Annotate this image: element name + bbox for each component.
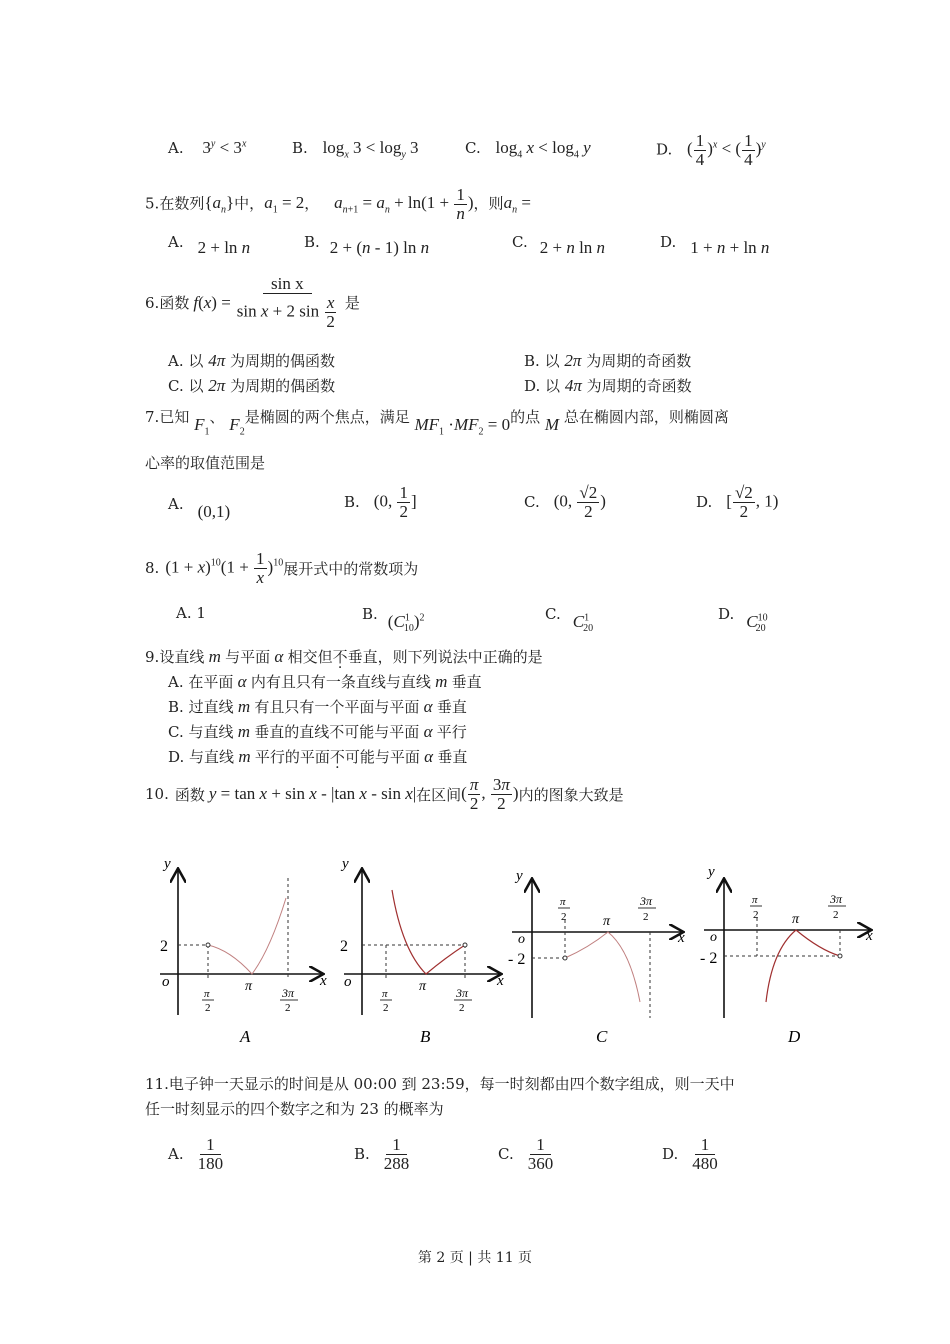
q11-option-b: B. $\frac{1}{288}$ xyxy=(354,1135,410,1173)
q11-option-c: C. $\frac{1}{360}$ xyxy=(498,1135,554,1173)
q5-option-a: A. 2 + ln n xyxy=(168,233,251,257)
graph-b-tick-pi: π xyxy=(419,979,427,994)
q9-option-b: B. 过直线 m 有且只有一个平面与平面 α 垂直 xyxy=(168,697,467,716)
q8-option-a: A. 1 xyxy=(176,604,206,622)
q8-option-b: B. $(C^1_{10})^2$ xyxy=(362,605,425,635)
q10-graphs xyxy=(140,850,900,1050)
graph-d-tick-den2: 2 xyxy=(833,909,839,921)
graph-d-val-neg2: - 2 xyxy=(700,950,718,967)
q7-option-d: D. [ $\frac{√2}{2}$ , 1) xyxy=(696,483,779,521)
q5-stem: 5.在数列$\{a_n\}$中，$a_1 = 2$， $a_{n+1} = a_n + \ln(1$ + $\frac{1}{n}$ )，则$a_n$ = xyxy=(145,185,531,223)
graph-a-tick-three-pi: 3π xyxy=(282,986,295,1000)
q6-option-c: C. 以 2π 为周期的偶函数 xyxy=(168,376,336,395)
graph-a-tick-den2: 2 xyxy=(285,1002,291,1014)
graph-b-tick-den2: 2 xyxy=(459,1002,465,1014)
graph-a-label: A xyxy=(240,1027,251,1046)
q6-option-d: D. 以 4π 为周期的奇函数 xyxy=(524,376,692,395)
graph-d-tick-pi: π xyxy=(792,912,800,927)
graph-d-x-label: x xyxy=(866,928,873,944)
graph-c-val-neg2: - 2 xyxy=(508,951,526,968)
graph-a-tick-pi: π xyxy=(245,979,253,994)
graph-c-y-label: y xyxy=(516,868,523,884)
q4-option-a: A. $3^y < 3^x$ xyxy=(168,138,247,157)
graph-b xyxy=(340,856,504,1046)
graph-c-tick-pi: π xyxy=(603,914,611,929)
graph-c-tick-half-pi: π xyxy=(560,896,566,908)
graph-b-val-2: 2 xyxy=(340,938,348,955)
q7-option-a: A. (0,1) xyxy=(168,495,231,521)
graph-b-tick-half-pi: π xyxy=(382,988,388,1000)
graph-d-origin: o xyxy=(710,930,717,945)
q8-stem: 8. $(1 + x)^{10}(1$ + $\frac{1}{x}$ )$^{10}$ 展开式中的常数项为 xyxy=(145,549,419,587)
graph-c-tick-three-pi: 3π xyxy=(640,894,653,908)
q7-option-c: C. (0, $\frac{√2}{2}$ ) xyxy=(524,483,606,521)
graph-a-origin: o xyxy=(162,974,170,990)
q5-option-d: D. 1 + n + ln n xyxy=(660,233,770,257)
q8-option-d: D. $C^{10}_{20}$ xyxy=(718,605,768,635)
q11-option-d: D. $\frac{1}{480}$ xyxy=(662,1135,718,1173)
q6-option-b: B. 以 2π 为周期的奇函数 xyxy=(524,351,692,370)
q8-option-c: C. $C^1_{20}$ xyxy=(545,605,594,635)
q7-stem: 7.已知 $F_1$、 $F_2$是椭圆的两个焦点，满足 $MF_1 \cdot MF_2 = 0$的点 M 总在椭圆内部，则椭圆离 xyxy=(145,408,729,438)
graph-b-label: B xyxy=(420,1027,431,1046)
q9-option-a: A. 在平面 α 内有且只有一条直线与直线 m 垂直 xyxy=(168,672,482,691)
q6-stem: 6. 函数 f(x) = sin x sin x + 2 sin $\frac{x}{2}$ 是 xyxy=(145,274,360,331)
graph-a-tick-half-pi: π xyxy=(204,988,210,1000)
graph-a-y-label: y xyxy=(164,856,171,872)
graph-c-label: C xyxy=(596,1027,608,1046)
graph-c-tick-den2: 2 xyxy=(643,911,649,923)
graph-c-x-label: x xyxy=(678,930,685,946)
q9-option-c: C. 与直线 m 垂直的直线不可能与平面 α 平行 xyxy=(168,722,467,741)
page-footer: 第 2 页 | 共 11 页 xyxy=(417,1250,533,1266)
graph-a-tick-den: 2 xyxy=(205,1002,211,1014)
graph-b-tick-three-pi: 3π xyxy=(456,986,469,1000)
graph-d-y-label: y xyxy=(708,864,715,880)
q5-option-c: C. 2 + n ln n xyxy=(512,233,606,257)
graph-a-x-label: x xyxy=(320,973,327,989)
q9-option-d: D. 与直线 m 平行的平面不可能与平面 α 垂直 xyxy=(168,747,468,766)
graph-c-tick-den: 2 xyxy=(561,911,567,923)
q5-option-b: B. 2 + (n - 1) ln n xyxy=(304,233,430,257)
q7-stem-line2: 心率的取值范围是 xyxy=(145,454,266,472)
graph-b-origin: o xyxy=(344,974,352,990)
q10-stem: 10. 函数 y = tan x + sin x - |tan x - sin x| 在区间 ( $\frac{\pi}{2}$ , $\frac{3\pi}{2}$ ) 内的图象大致是 xyxy=(145,775,624,813)
graph-a xyxy=(160,856,327,1046)
q4-option-d: D. ( $\frac{1}{4}$ )$^x$ < ( $\frac{1}{4}$ )$^y$ xyxy=(656,131,766,169)
q9-stem: 9.设直线 m 与平面 α 相交但不垂直，则下列说法中正确的是 xyxy=(145,647,543,666)
graph-d-tick-three-pi: 3π xyxy=(830,892,843,906)
q7-option-b: B. (0, $\frac{1}{2}$ ] xyxy=(344,483,417,521)
q11-stem-line2: 任一时刻显示的四个数字之和为 23 的概率为 xyxy=(145,1100,444,1118)
q6-option-a: A. 以 4π 为周期的偶函数 xyxy=(168,351,336,370)
graph-d xyxy=(700,864,873,1046)
graph-b-tick-den: 2 xyxy=(383,1002,389,1014)
graph-c-origin: o xyxy=(518,932,525,947)
q11-stem-line1: 11.电子钟一天显示的时间是从 00:00 到 23:59，每一时刻都由四个数字组成，则一天中 xyxy=(145,1075,735,1093)
graph-d-tick-den: 2 xyxy=(753,909,759,921)
graph-b-x-label: x xyxy=(497,973,504,989)
q4-option-b: B. $\log_x 3 < \log_y 3$ xyxy=(292,138,419,161)
graph-b-y-label: y xyxy=(342,856,349,872)
graph-d-tick-half-pi: π xyxy=(752,894,758,906)
q4-option-c: C. $\log_4 x < \log_4 y$ xyxy=(465,138,591,161)
graph-c xyxy=(508,868,685,1046)
q11-option-a: A. $\frac{1}{180}$ xyxy=(168,1135,224,1173)
graph-a-val-2: 2 xyxy=(160,938,168,955)
graph-d-label: D xyxy=(788,1027,801,1046)
